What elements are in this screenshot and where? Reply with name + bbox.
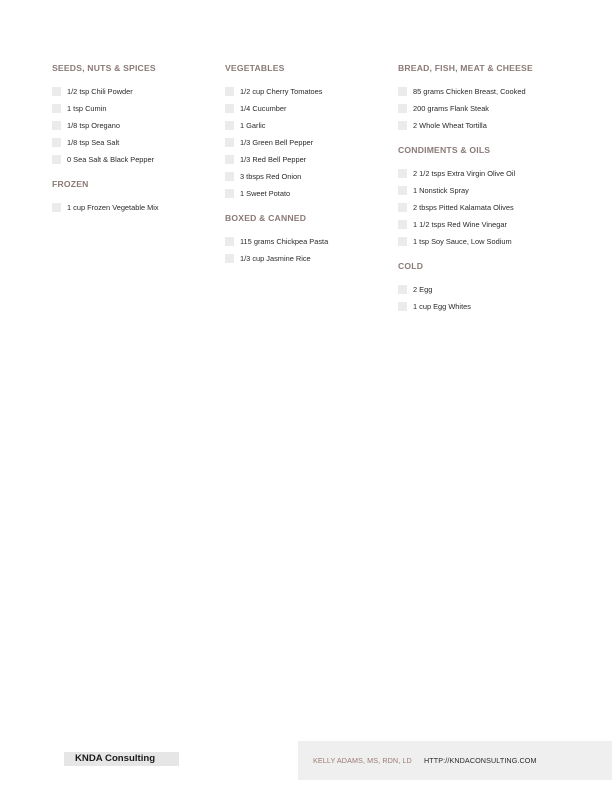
item-checkbox[interactable] (52, 121, 61, 130)
item-checkbox[interactable] (225, 138, 234, 147)
item-label: 1/8 tsp Sea Salt (67, 138, 120, 147)
item-label: 1/3 cup Jasmine Rice (240, 254, 311, 263)
item-label: 1 Nonstick Spray (413, 186, 469, 195)
grocery-section (52, 62, 212, 168)
item-label: 0 Sea Salt & Black Pepper (67, 155, 155, 164)
grocery-item (52, 100, 212, 117)
footer-band (298, 741, 612, 780)
item-label: 1 cup Frozen Vegetable Mix (67, 203, 159, 212)
item-label: 2 Whole Wheat Tortilla (413, 121, 487, 130)
item-checkbox[interactable] (398, 220, 407, 229)
item-checkbox[interactable] (225, 254, 234, 263)
grocery-item (398, 83, 598, 100)
item-checkbox[interactable] (398, 285, 407, 294)
grocery-item (225, 151, 385, 168)
column-2 (225, 62, 385, 277)
item-label: 2 tbsps Pitted Kalamata Olives (413, 203, 514, 212)
item-label: 1 Sweet Potato (240, 189, 291, 198)
section-title: BREAD, FISH, MEAT & CHEESE (398, 63, 533, 73)
item-label: 1/2 tsp Chili Powder (67, 87, 133, 96)
grocery-item (398, 233, 598, 250)
grocery-item (225, 134, 385, 151)
item-checkbox[interactable] (398, 302, 407, 311)
grocery-item (52, 117, 212, 134)
grocery-item (52, 199, 212, 216)
grocery-section (398, 144, 598, 250)
item-label: 2 1/2 tsps Extra Virgin Olive Oil (413, 169, 516, 178)
grocery-item (52, 83, 212, 100)
grocery-item (225, 117, 385, 134)
item-label: 1 tsp Soy Sauce, Low Sodium (413, 237, 512, 246)
footer-brand-logo: KNDA Consulting (64, 752, 179, 766)
item-checkbox[interactable] (398, 104, 407, 113)
item-label: 1/8 tsp Oregano (67, 121, 121, 130)
grocery-section (398, 260, 598, 315)
grocery-item (398, 216, 598, 233)
section-title: SEEDS, NUTS & SPICES (52, 63, 156, 73)
column-1 (52, 62, 212, 226)
item-checkbox[interactable] (225, 172, 234, 181)
grocery-item (225, 233, 385, 250)
grocery-item (52, 134, 212, 151)
item-checkbox[interactable] (398, 186, 407, 195)
footer-author: KELLY ADAMS, MS, RDN, LD (313, 756, 412, 765)
grocery-item (398, 165, 598, 182)
item-checkbox[interactable] (398, 203, 407, 212)
grocery-item (225, 83, 385, 100)
item-label: 1 1/2 tsps Red Wine Vinegar (413, 220, 507, 229)
column-3 (398, 62, 598, 325)
item-checkbox[interactable] (52, 87, 61, 96)
item-label: 1 Garlic (240, 121, 266, 130)
item-label: 1/3 Red Bell Pepper (240, 155, 307, 164)
item-checkbox[interactable] (225, 189, 234, 198)
grocery-item (398, 100, 598, 117)
grocery-item (398, 182, 598, 199)
grocery-item (398, 117, 598, 134)
grocery-item (52, 151, 212, 168)
grocery-section (225, 212, 385, 267)
item-checkbox[interactable] (398, 87, 407, 96)
item-label: 1 cup Egg Whites (413, 302, 471, 311)
grocery-item (225, 168, 385, 185)
item-label: 3 tbsps Red Onion (240, 172, 302, 181)
item-checkbox[interactable] (52, 104, 61, 113)
item-checkbox[interactable] (225, 104, 234, 113)
grocery-section (52, 178, 212, 216)
item-label: 2 Egg (413, 285, 433, 294)
item-checkbox[interactable] (398, 121, 407, 130)
item-checkbox[interactable] (52, 203, 61, 212)
grocery-item (225, 185, 385, 202)
section-title: COLD (398, 261, 424, 271)
item-checkbox[interactable] (225, 121, 234, 130)
grocery-item (398, 199, 598, 216)
grocery-section (398, 62, 598, 134)
item-label: 1/2 cup Cherry Tomatoes (240, 87, 323, 96)
item-label: 1/4 Cucumber (240, 104, 287, 113)
grocery-item (398, 298, 598, 315)
item-label: 85 grams Chicken Breast, Cooked (413, 87, 526, 96)
grocery-item (225, 250, 385, 267)
section-title: CONDIMENTS & OILS (398, 145, 491, 155)
grocery-section (225, 62, 385, 202)
grocery-item (398, 281, 598, 298)
item-label: 1/3 Green Bell Pepper (240, 138, 314, 147)
footer-url-link[interactable]: HTTP://KNDACONSULTING.COM (424, 756, 537, 765)
item-checkbox[interactable] (225, 237, 234, 246)
item-label: 115 grams Chickpea Pasta (240, 237, 329, 246)
item-checkbox[interactable] (225, 155, 234, 164)
item-checkbox[interactable] (225, 87, 234, 96)
section-title: FROZEN (52, 179, 89, 189)
section-title: BOXED & CANNED (225, 213, 307, 223)
item-label: 1 tsp Cumin (67, 104, 107, 113)
section-title: VEGETABLES (225, 63, 285, 73)
grocery-item (225, 100, 385, 117)
item-checkbox[interactable] (52, 155, 61, 164)
item-checkbox[interactable] (52, 138, 61, 147)
item-checkbox[interactable] (398, 237, 407, 246)
item-label: 200 grams Flank Steak (413, 104, 489, 113)
item-checkbox[interactable] (398, 169, 407, 178)
